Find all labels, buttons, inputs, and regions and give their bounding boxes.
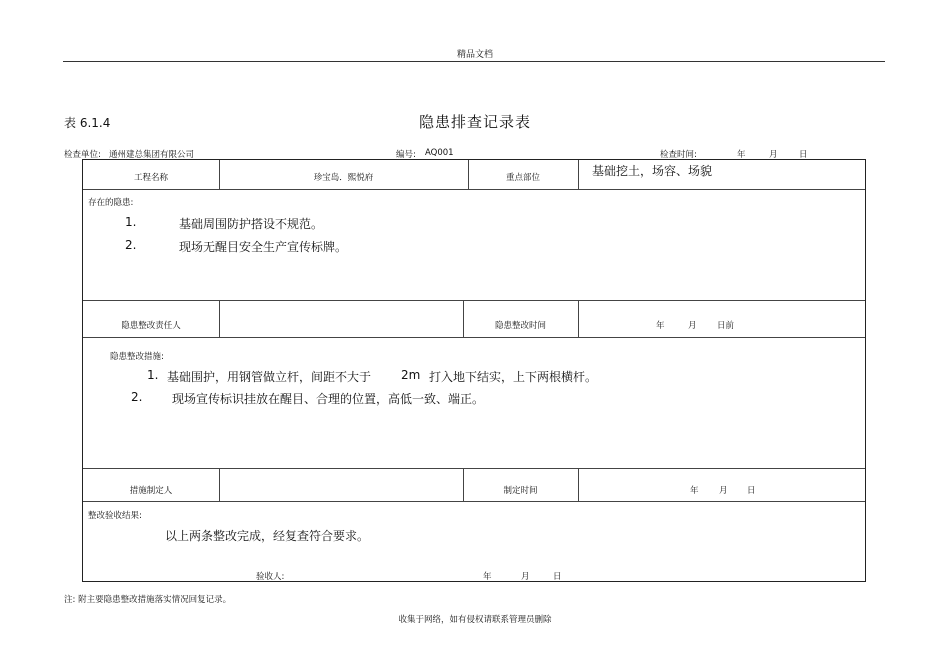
table-rule: [83, 300, 865, 301]
table-note: 注: 附主要隐患整改措施落实情况回复记录。: [64, 595, 232, 605]
hazard-1-number: 1.: [125, 215, 137, 229]
unit-label: 检查单位:: [64, 150, 101, 160]
check-month: 月: [769, 150, 778, 160]
rectify-person-label: 隐患整改责任人: [121, 321, 181, 331]
measure-1-text-a: 基础围护，用钢管做立杆，间距不大于: [167, 370, 372, 384]
check-year: 年: [737, 150, 746, 160]
measure-maker-label: 措施制定人: [129, 486, 173, 496]
rectify-time-label: 隐患整改时间: [494, 321, 546, 331]
measure-year: 年: [690, 486, 699, 496]
result-text: 以上两条整改完成，经复查符合要求。: [165, 529, 370, 543]
table-rule: [578, 468, 579, 501]
measure-time-label: 制定时间: [503, 486, 538, 496]
measure-2-number: 2.: [131, 390, 143, 404]
table-rule: [578, 160, 579, 189]
table-rule: [219, 468, 220, 501]
key-part-label: 重点部位: [505, 173, 540, 183]
check-time-label: 检查时间:: [660, 150, 697, 160]
hazard-2-text: 现场无醒目安全生产宣传标牌。: [179, 240, 348, 254]
measure-1-text-b: 打入地下结实，上下两根横杆。: [429, 370, 598, 384]
table-rule: [219, 300, 220, 337]
record-table: [82, 159, 866, 582]
table-number: 表 6.1.4: [64, 116, 111, 130]
project-name-value: 珍宝岛．熙悦府: [313, 173, 374, 183]
table-rule: [83, 189, 865, 190]
page-footer: 收集于网络，如有侵权请联系管理员删除: [398, 615, 552, 625]
measure-day: 日: [747, 486, 756, 496]
measures-label: 隐患整改措施:: [110, 352, 164, 362]
table-rule: [83, 337, 865, 338]
rectify-day: 日前: [717, 321, 735, 331]
page-title: 隐患排查记录表: [418, 113, 531, 131]
rectify-year: 年: [656, 321, 665, 331]
table-rule: [578, 300, 579, 337]
hazards-label: 存在的隐患:: [88, 198, 134, 208]
result-label: 整改验收结果:: [88, 511, 142, 521]
header-rule: [63, 61, 885, 62]
measure-1-value: 2m: [401, 368, 421, 382]
rectify-month: 月: [688, 321, 697, 331]
check-day: 日: [799, 150, 808, 160]
key-part-value: 基础挖土，场容、场貌: [592, 164, 713, 178]
hazard-1-text: 基础周围防护搭设不规范。: [179, 217, 324, 231]
unit-value: 通州建总集团有限公司: [109, 150, 195, 160]
accept-month: 月: [521, 572, 530, 582]
table-rule: [83, 468, 865, 469]
serial-value: AQ001: [425, 148, 454, 158]
accept-year: 年: [483, 572, 492, 582]
page-header: 精品文档: [456, 50, 493, 60]
table-rule: [83, 501, 865, 502]
accept-day: 日: [553, 572, 562, 582]
measure-2-text: 现场宣传标识挂放在醒目、合理的位置，高低一致、端正。: [172, 392, 485, 406]
acceptor-label: 验收人:: [256, 572, 285, 582]
measure-1-number: 1.: [147, 368, 159, 382]
measure-month: 月: [719, 486, 728, 496]
serial-label: 编号:: [396, 150, 416, 160]
hazard-2-number: 2.: [125, 238, 137, 252]
project-name-label: 工程名称: [133, 173, 168, 183]
